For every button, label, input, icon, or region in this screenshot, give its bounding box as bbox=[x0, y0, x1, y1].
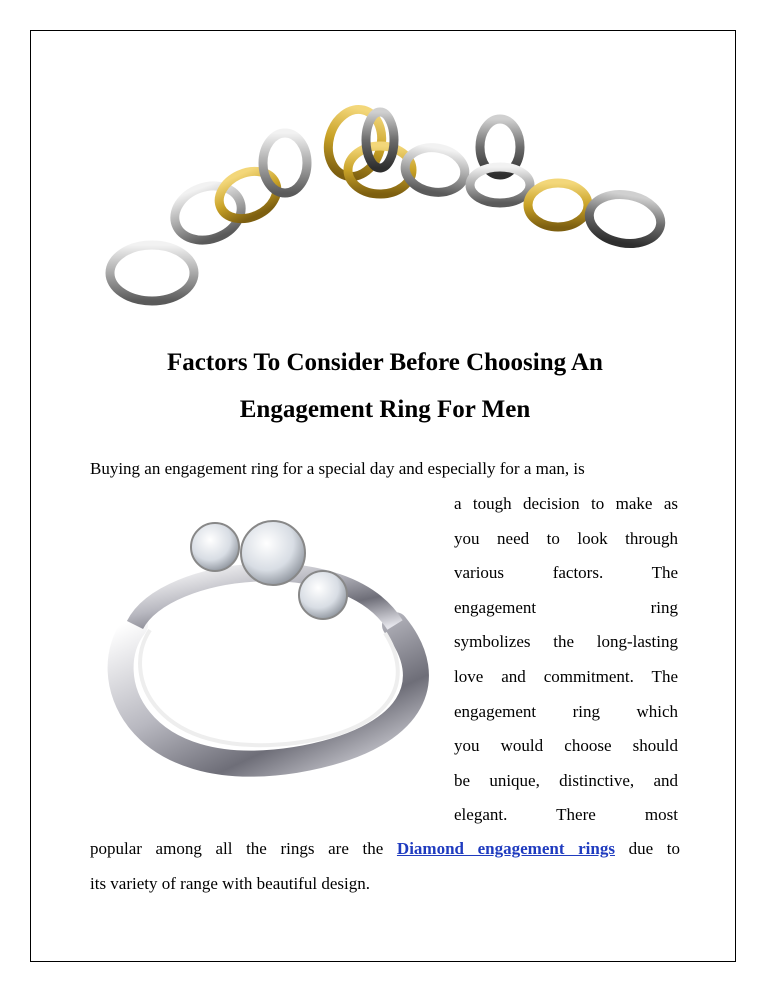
intro-line: Buying an engagement ring for a special day and especially for a man, is bbox=[90, 459, 585, 478]
closing-prefix: popular among all the rings are the bbox=[90, 839, 384, 858]
page-title-line-1: Factors To Consider Before Choosing An bbox=[167, 349, 603, 376]
column-line: engagement ring which bbox=[454, 701, 678, 721]
closing-paragraph bbox=[90, 832, 680, 901]
column-line: symbolizes the long-lasting bbox=[454, 632, 678, 652]
column-line: be unique, distinctive, and bbox=[454, 770, 678, 790]
column-line: elegant. There most bbox=[454, 805, 678, 825]
wedding-rings-collection-photo bbox=[90, 95, 680, 335]
wrapped-text-column bbox=[454, 487, 678, 833]
column-line: you would choose should bbox=[454, 736, 678, 756]
column-line: engagement ring bbox=[454, 597, 678, 617]
closing-line-1 bbox=[90, 832, 680, 867]
diamond-engagement-rings-link[interactable]: Diamond engagement rings bbox=[396, 839, 615, 858]
diamond-three-stone-ring-photo bbox=[95, 505, 440, 815]
column-line: love and commitment. The bbox=[454, 666, 678, 686]
column-line: various factors. The bbox=[454, 563, 678, 583]
column-line: a tough decision to make as bbox=[454, 494, 678, 513]
column-line: you need to look through bbox=[454, 528, 678, 548]
page-title-line-2: Engagement Ring For Men bbox=[239, 396, 531, 423]
closing-line-2: its variety of range with beautiful design. bbox=[90, 873, 370, 893]
closing-suffix: due to bbox=[628, 839, 681, 858]
